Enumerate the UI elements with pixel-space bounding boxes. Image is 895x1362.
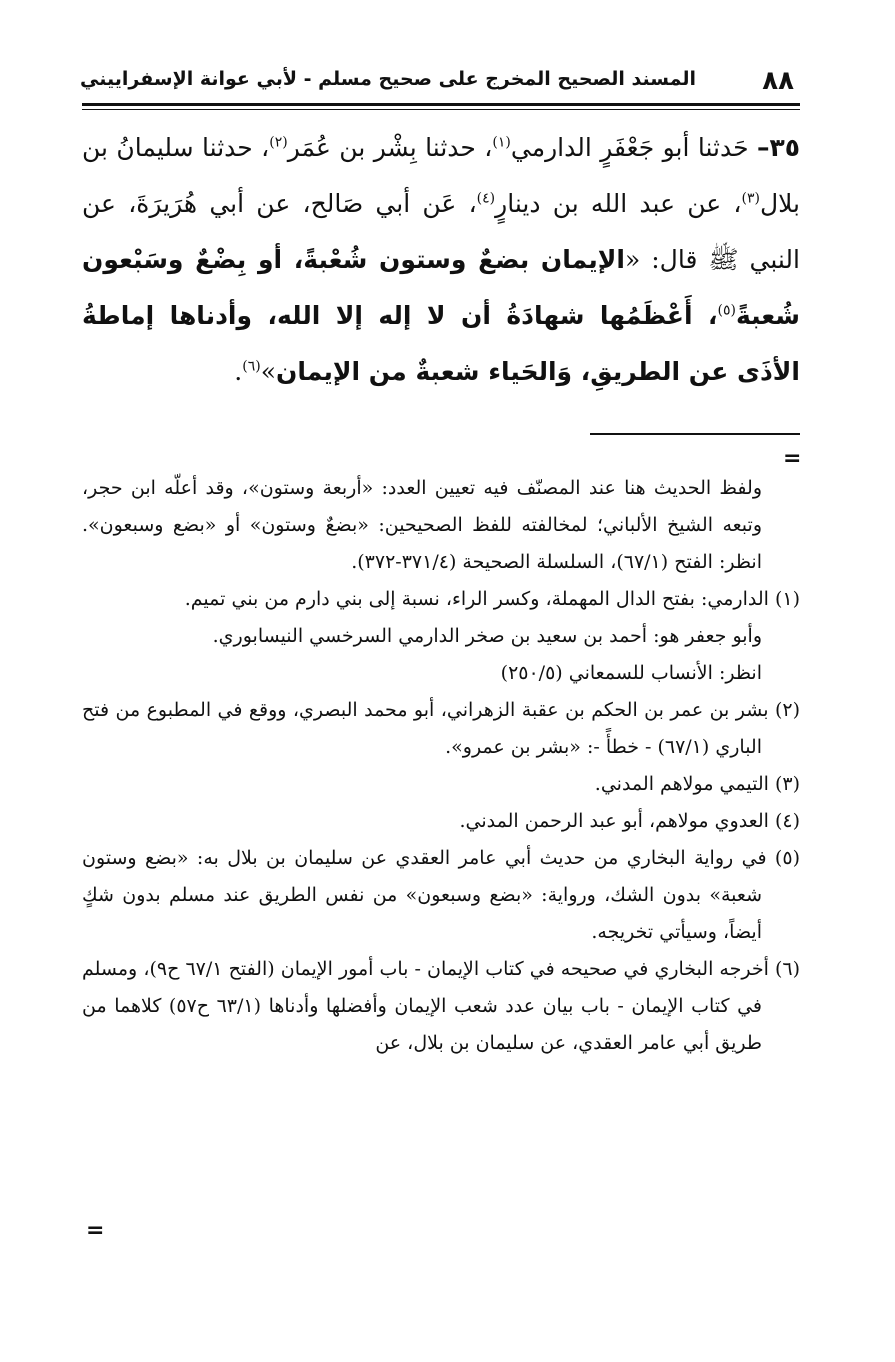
footnote-3: (٣) التيمي مولاهم المدني. <box>594 773 800 795</box>
header-rule-thick <box>82 103 800 106</box>
footnote-2: (٢) بشر بن عمر بن الحكم بن عقبة الزهراني، أبو محمد البصري، ووقع في المطبوع من فتح الباري (٦٧/١) - خطأً -: «بشر بن عمرو». <box>82 699 800 758</box>
footnote-ref-4: (٤) <box>476 190 496 207</box>
footnote-6: (٦) أخرجه البخاري في صحيحه في كتاب الإيمان - باب أمور الإيمان (الفتح ٦٧/١ ح٩)، ومسلم في كتاب الإيمان - باب بيان عدد شعب الإيمان وأفضلها وأدناها (٦٣/١ ح٥٧) كلاهما من طريق أبي عامر العقدي، عن سليمان بن بلال، عن <box>82 958 801 1054</box>
page-number: ٨٨ <box>762 66 794 96</box>
continuation-mark-top: = <box>783 446 802 471</box>
hadith-matn-2: ، أَعْظَمُها شهادَةُ أن لا إله إلا الله، وأدناها إماطةُ الأذَى عن الطريقِ، وَالحَياء شعبةٌ من الإيمان <box>82 301 800 386</box>
footnote-ref-6: (٦) <box>242 358 261 375</box>
footnote-1-line-3: انظر: الأنساب للسمعاني (٢٥٠/٥) <box>500 662 762 684</box>
page-header <box>82 62 800 102</box>
footnote-continued: ولفظ الحديث هنا عند المصنّف فيه تعيين العدد: «أربعة وستون»، وقد أعلّه ابن حجر، وتبعه الشيخ الألباني؛ لمخالفته للفظ الصحيحين: «بضعٌ وستون» أو «بضع وسبعون». انظر: الفتح (٦٧/١)، السلسلة الصحيحة (٣٧١/٤-٣٧٢). <box>82 477 762 573</box>
footnotes <box>82 470 800 1062</box>
hadith-end: . <box>234 357 243 386</box>
hadith-chain-5: ، عَن أبي صَالح، عن أبي هُرَيرَةَ، عن النبي ﷺ قال: « <box>82 189 800 274</box>
footnote-ref-3: (٣) <box>741 190 760 207</box>
footnote-ref-1: (١) <box>492 134 511 151</box>
hadith-chain-3: ، حدثنا سليمانُ بن بلال <box>82 133 801 218</box>
hadith-chain-4: ، عن عبد الله بن دينارٍ <box>495 189 742 218</box>
hadith-close-quote: » <box>260 357 276 386</box>
footnote-5: (٥) في رواية البخاري من حديث أبي عامر العقدي عن سليمان بن بلال به: «بضع وستون شعبة» بدون الشك، ورواية: «بضع وسبعون» من نفس الطريق عند مسلم بدون شكٍ أيضاً، وسيأتي تخريجه. <box>82 847 800 943</box>
hadith-chain-1: حَدثنا أبو جَعْفَرٍ الدارمي <box>510 133 757 162</box>
footnote-separator <box>590 433 800 435</box>
footnote-ref-2: (٢) <box>269 134 288 151</box>
footnote-1-line-2: وأبو جعفر هو: أحمد بن سعيد بن صخر الدارمي السرخسي النيسابوري. <box>212 625 762 647</box>
header-rule-thin <box>82 109 800 110</box>
hadith-text <box>82 120 800 400</box>
running-title: المسند الصحيح المخرج على صحيح مسلم - لأبي عوانة الإسفراييني <box>80 68 696 90</box>
hadith-chain-2: ، حدثنا بِشْر بن عُمَر <box>287 133 493 162</box>
hadith-matn-1: الإيمان بضعٌ وستون شُعْبةً، أو بِضْعٌ وسَبْعون شُعبةً <box>82 245 800 330</box>
footnote-ref-5: (٥) <box>717 302 736 319</box>
footnote-1: (١) الدارمي: بفتح الدال المهملة، وكسر الراء، نسبة إلى بني دارم من بني تميم. <box>184 588 800 610</box>
hadith-number: ٣٥– <box>756 133 800 162</box>
continuation-mark-bottom: = <box>86 1218 105 1243</box>
footnote-4: (٤) العدوي مولاهم، أبو عبد الرحمن المدني. <box>459 810 800 832</box>
